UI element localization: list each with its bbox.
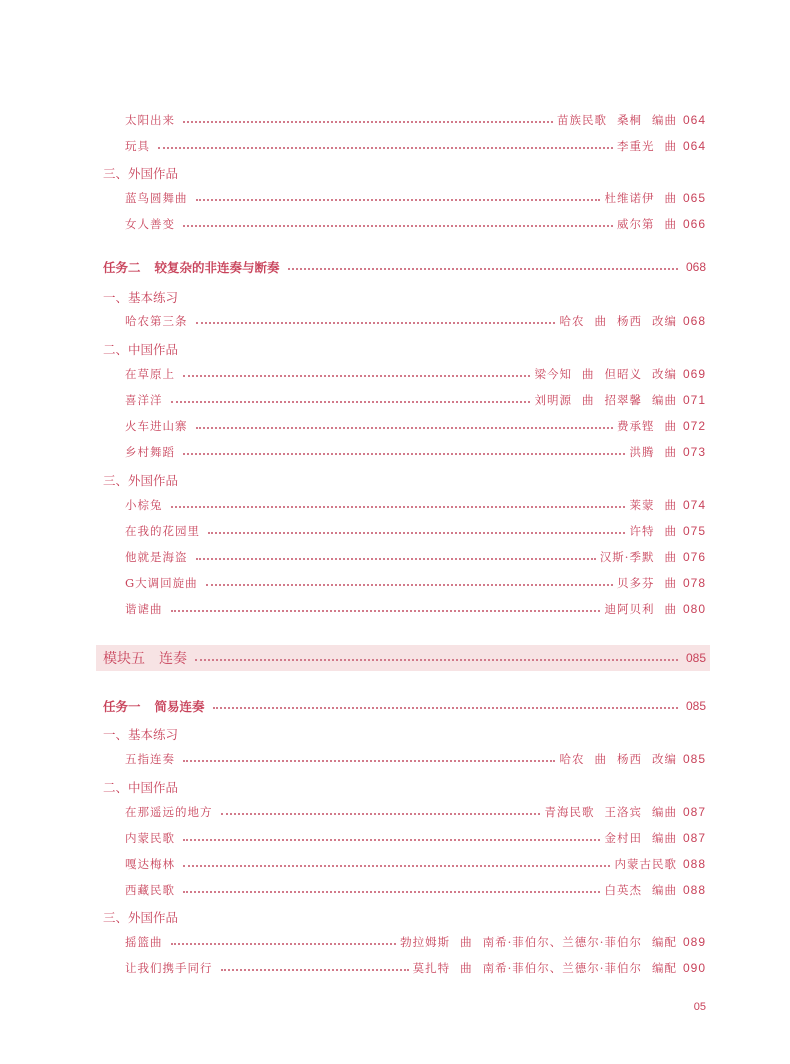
entry-page: 064 — [682, 113, 706, 127]
entry-page: 066 — [682, 217, 706, 231]
entry-page: 085 — [682, 752, 706, 766]
toc-entry[interactable] — [103, 749, 706, 769]
entry-title: 在那遥远的地方 — [125, 805, 213, 819]
entry-title: 五指连奏 — [125, 752, 175, 766]
dot-leader — [171, 610, 601, 612]
toc-entry[interactable] — [103, 958, 706, 978]
dot-leader — [196, 427, 613, 429]
entry-credit: 青海民歌 王洛宾 编曲 — [544, 805, 677, 819]
entry-page: 089 — [682, 935, 706, 949]
entry-title: 让我们携手同行 — [125, 961, 213, 975]
entry-credit: 金村田 编曲 — [604, 831, 677, 845]
entry-credit: 白英杰 编曲 — [604, 883, 677, 897]
dot-leader — [183, 891, 600, 893]
entry-page: 076 — [682, 550, 706, 564]
dot-leader — [183, 375, 530, 377]
module-title: 模块五 连奏 — [103, 651, 187, 667]
entry-page: 075 — [682, 524, 706, 538]
entry-credit: 哈农 曲 杨西 改编 — [559, 314, 677, 328]
entry-credit: 威尔第 曲 — [616, 217, 677, 231]
entry-page: 071 — [682, 393, 706, 407]
entry-page: 087 — [682, 805, 706, 819]
dot-leader — [221, 813, 541, 815]
entry-credit: 刘明源 曲 招翠馨 编曲 — [534, 393, 677, 407]
toc-entry[interactable] — [103, 311, 706, 331]
entry-credit: 许特 曲 — [629, 524, 677, 538]
entry-credit: 迪阿贝利 曲 — [604, 602, 677, 616]
dot-leader — [196, 322, 556, 324]
toc-entry[interactable] — [103, 573, 706, 593]
entry-title: 火车进山寨 — [125, 419, 188, 433]
entry-credit: 费承铿 曲 — [616, 419, 677, 433]
toc-entry[interactable] — [103, 880, 706, 900]
entry-title: 西藏民歌 — [125, 883, 175, 897]
entry-credit: 贝多芬 曲 — [616, 576, 677, 590]
toc-entry[interactable] — [103, 599, 706, 619]
toc-entry[interactable] — [103, 188, 706, 208]
task-title: 任务一 简易连奏 — [103, 699, 205, 714]
toc-entry[interactable] — [103, 390, 706, 410]
entry-page: 090 — [682, 961, 706, 975]
section-heading: 三、外国作品 — [103, 910, 179, 925]
entry-page: 087 — [682, 831, 706, 845]
toc-entry[interactable] — [103, 110, 706, 130]
entry-page: 074 — [682, 498, 706, 512]
section-heading: 三、外国作品 — [103, 166, 179, 181]
entry-page: 078 — [682, 576, 706, 590]
entry-title: 小棕兔 — [125, 498, 163, 512]
dot-leader — [196, 558, 596, 560]
entry-credit: 哈农 曲 杨西 改编 — [559, 752, 677, 766]
page-number: 05 — [693, 1001, 706, 1013]
section-heading: 三、外国作品 — [103, 473, 179, 488]
entry-page: 072 — [682, 419, 706, 433]
entry-title: 太阳出来 — [125, 113, 175, 127]
toc-entry[interactable] — [103, 547, 706, 567]
toc-entry[interactable] — [103, 136, 706, 156]
dot-leader — [221, 969, 409, 971]
entry-credit: 苗族民歌 桑桐 编曲 — [556, 113, 677, 127]
entry-page: 088 — [682, 883, 706, 897]
dot-leader — [171, 506, 626, 508]
task-page: 068 — [685, 260, 706, 274]
entry-title: 在我的花园里 — [125, 524, 200, 538]
entry-page: 064 — [682, 139, 706, 153]
entry-page: 088 — [682, 857, 706, 871]
entry-page: 073 — [682, 445, 706, 459]
entry-title: 喜洋洋 — [125, 393, 163, 407]
entry-title: 谐谑曲 — [125, 602, 163, 616]
entry-credit: 汉斯·季默 曲 — [599, 550, 677, 564]
dot-leader — [183, 760, 555, 762]
entry-title: 女人善变 — [125, 217, 175, 231]
toc-entry[interactable] — [103, 442, 706, 462]
entry-title: G大调回旋曲 — [125, 576, 198, 590]
dot-leader — [183, 453, 625, 455]
dot-leader — [208, 532, 625, 534]
entry-credit: 莫扎特 曲 南希·菲伯尔、兰德尔·菲伯尔 编配 — [412, 961, 677, 975]
entry-page: 080 — [682, 602, 706, 616]
task-page: 085 — [685, 699, 706, 713]
dot-leader — [183, 865, 610, 867]
entry-title: 乡村舞蹈 — [125, 445, 175, 459]
task-heading[interactable] — [103, 257, 706, 277]
entry-credit: 洪腾 曲 — [629, 445, 677, 459]
section-heading: 二、中国作品 — [103, 780, 179, 795]
entry-page: 065 — [682, 191, 706, 205]
section-heading: 二、中国作品 — [103, 342, 179, 357]
toc-entry[interactable] — [103, 364, 706, 384]
dot-leader — [183, 121, 553, 123]
dot-leader — [213, 707, 678, 709]
toc-entry[interactable] — [103, 854, 706, 874]
entry-title: 摇篮曲 — [125, 935, 163, 949]
entry-title: 内蒙民歌 — [125, 831, 175, 845]
dot-leader — [206, 584, 613, 586]
dot-leader — [171, 401, 531, 403]
dot-leader — [183, 225, 613, 227]
entry-credit: 勃拉姆斯 曲 南希·菲伯尔、兰德尔·菲伯尔 编配 — [400, 935, 677, 949]
toc-entry[interactable] — [103, 828, 706, 848]
entry-credit: 内蒙古民歌 — [614, 857, 677, 871]
module-heading[interactable] — [103, 648, 706, 668]
entry-title: 嘎达梅林 — [125, 857, 175, 871]
toc-entry[interactable] — [103, 932, 706, 952]
entry-credit: 杜维诺伊 曲 — [604, 191, 677, 205]
entry-title: 哈农第三条 — [125, 314, 188, 328]
entry-title: 他就是海盗 — [125, 550, 188, 564]
dot-leader — [171, 943, 397, 945]
dot-leader — [288, 268, 678, 270]
entry-credit: 莱蒙 曲 — [629, 498, 677, 512]
entry-credit: 李重光 曲 — [616, 139, 677, 153]
toc-entry[interactable] — [103, 214, 706, 234]
toc-entry[interactable] — [103, 521, 706, 541]
section-heading: 一、基本练习 — [103, 727, 179, 742]
toc-entry[interactable] — [103, 802, 706, 822]
dot-leader — [183, 839, 600, 841]
task-title: 任务二 较复杂的非连奏与断奏 — [103, 260, 280, 275]
entry-credit: 梁今知 曲 但昭义 改编 — [534, 367, 677, 381]
entry-title: 在草原上 — [125, 367, 175, 381]
dot-leader — [158, 147, 613, 149]
entry-title: 蓝鸟圆舞曲 — [125, 191, 188, 205]
entry-title: 玩具 — [125, 139, 150, 153]
entry-page: 069 — [682, 367, 706, 381]
task-heading[interactable] — [103, 696, 706, 716]
section-heading: 一、基本练习 — [103, 290, 179, 305]
dot-leader — [195, 659, 678, 661]
module-page: 085 — [685, 651, 706, 665]
toc-entry[interactable] — [103, 495, 706, 515]
entry-page: 068 — [682, 314, 706, 328]
toc-entry[interactable] — [103, 416, 706, 436]
dot-leader — [196, 199, 601, 201]
